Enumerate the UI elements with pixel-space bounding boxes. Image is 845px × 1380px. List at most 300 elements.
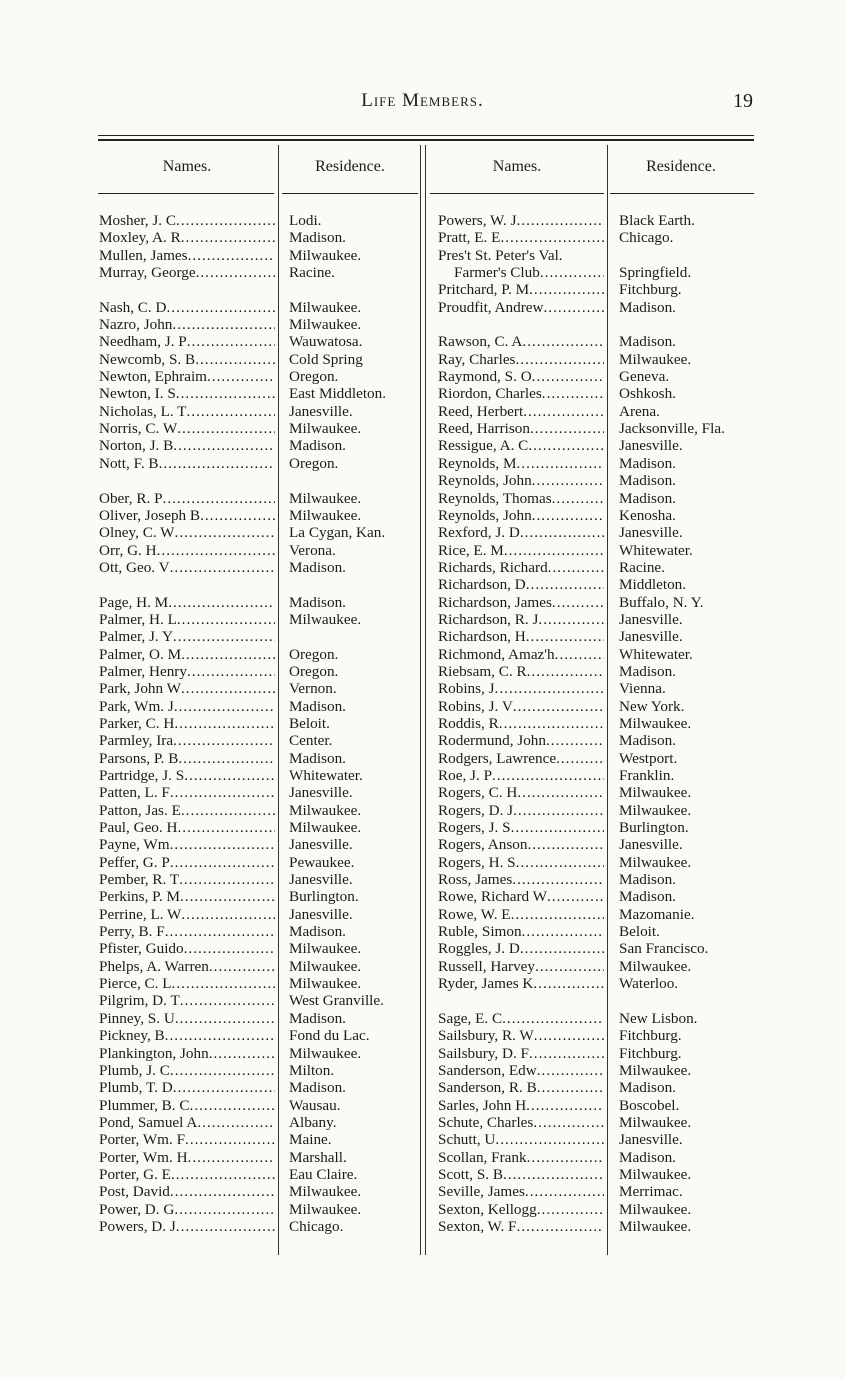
member-residence [619,247,769,264]
member-residence: Racine. [289,264,335,282]
member-residence: Franklin. [619,767,675,784]
leader-dots [513,802,604,819]
member-name-text: Rexford, J. D [438,524,520,542]
member-residence: Milwaukee. [619,1200,692,1218]
member-residence: Madison. [619,298,676,316]
member-residence: Wauwatosa. [289,333,363,351]
member-residence: Madison. [289,558,346,576]
leader-dots [197,1114,275,1131]
member-name-text: Raymond, S. O [438,368,532,386]
member-name-text: Perrine, L. W [99,905,182,923]
leader-dots [546,732,604,749]
leader-dots [533,1114,604,1131]
column-rule [98,193,274,194]
member-name-text: Sarles, John H [438,1096,527,1114]
member-residence: East Middleton. [289,385,387,403]
leader-dots [174,715,275,732]
leader-dots [170,836,275,853]
member-name [99,507,275,524]
column-header-residence-right: Residence. [646,158,716,175]
leader-dots [99,472,275,489]
page-number: 19 [733,90,753,112]
member-name [438,455,604,472]
member-residence: Milwaukee. [619,1113,692,1131]
member-name [99,316,275,333]
member-name [99,802,275,819]
member-name-text: Schute, Charles [438,1113,534,1131]
member-name-text: Sanderson, Edw [438,1061,537,1079]
leader-dots [180,888,275,905]
leader-dots [187,663,275,680]
member-residence: Albany. [289,1113,337,1131]
leader-dots [503,1166,604,1183]
member-name-text: Partridge, J. S [99,767,185,784]
member-residence: Madison. [289,697,346,715]
member-residence: Milwaukee. [289,819,362,837]
header-rule-thick [98,139,754,141]
member-name [99,559,275,576]
member-name-text: Richardson, D [438,576,526,594]
member-name [99,299,275,316]
member-name [99,767,275,784]
member-name [438,992,604,1009]
member-residence: Madison. [289,229,346,247]
leader-dots [526,1097,604,1114]
member-residence: Madison. [289,749,346,767]
leader-dots [165,1027,275,1044]
leader-dots [170,784,275,801]
member-residence: Westport. [619,749,678,767]
member-name [438,1045,604,1062]
member-name-text: Newcomb, S. B [99,350,196,368]
leader-dots [529,281,604,298]
member-residence: La Cygan, Kan. [289,524,386,542]
member-name [99,524,275,541]
member-residence: Whitewater. [619,645,693,663]
member-name-text: Ott, Geo. V [99,558,170,576]
member-name [438,1114,604,1131]
member-name [438,1201,604,1218]
leader-dots [170,854,275,871]
member-residence: Janesville. [289,784,353,802]
member-name-text: Richardson, R. J [438,610,539,628]
leader-dots [170,1062,275,1079]
member-residence: Wausau. [289,1096,341,1114]
member-residence: Madison. [619,1148,676,1166]
member-name-text: Nazro, John [99,316,173,334]
leader-dots [99,576,275,593]
leader-dots [188,1149,275,1166]
member-name [99,1183,275,1200]
member-residence: Milwaukee. [289,801,362,819]
member-name [438,559,604,576]
member-name [99,975,275,992]
member-name [438,871,604,888]
leader-dots [176,385,275,402]
member-name [438,1097,604,1114]
member-name [438,264,604,281]
member-residence: Chicago. [289,1217,344,1235]
member-name-text: Richmond, Amaz'h [438,645,555,663]
member-name [99,1149,275,1166]
member-residence: Middleton. [619,576,687,594]
member-residence: Fitchburg. [619,1044,682,1062]
member-name-text: Rogers, H. S [438,853,516,871]
member-name [99,385,275,402]
member-name [99,871,275,888]
member-name-text: Plumb, J. C [99,1061,170,1079]
member-name [438,576,604,593]
member-name [438,1183,604,1200]
member-residence: Madison. [619,888,676,906]
member-name [438,854,604,871]
member-residence: Madison. [619,1079,676,1097]
member-name-text: Payne, Wm [99,836,170,854]
member-name-text: Park, Wm. J [99,697,174,715]
member-name [438,229,604,246]
member-name [438,247,604,264]
member-residence: Vernon. [289,680,337,698]
leader-dots [511,906,604,923]
member-residence: Beloit. [619,923,660,941]
member-residence: Cold Spring [289,350,363,368]
member-residence: Marshall. [289,1148,347,1166]
left-residence-column [289,212,420,1235]
member-residence: Madison. [619,732,676,750]
member-residence: Geneva. [619,368,670,386]
leader-dots [555,646,604,663]
member-name [99,923,275,940]
member-residence: Black Earth. [619,212,695,229]
member-name-text: Orr, G. H [99,541,157,559]
member-name-text: Plumb, T. D [99,1079,173,1097]
leader-dots [190,1097,275,1114]
member-name-text: Patton, Jas. E [99,801,181,819]
member-residence: Milwaukee. [289,420,362,438]
member-name [99,264,275,281]
member-name-text: Farmer's Club [454,264,540,282]
leader-dots [171,1166,275,1183]
member-name-text: Sailsbury, D. F [438,1044,529,1062]
leader-dots [178,750,275,767]
leader-dots [540,264,604,281]
member-residence: Arena. [619,402,660,420]
leader-dots [177,420,275,437]
leader-dots [175,1010,275,1027]
member-residence: Milwaukee. [289,506,362,524]
leader-dots [517,784,604,801]
leader-dots [537,1062,604,1079]
member-name [99,628,275,645]
member-name-text: Reynolds, Thomas [438,489,552,507]
member-name [99,958,275,975]
leader-dots [511,819,604,836]
member-name [438,403,604,420]
member-name-text: Nicholas, L. T [99,402,187,420]
member-residence: Chicago. [619,229,674,247]
member-residence: Oregon. [289,454,339,472]
leader-dots [543,299,604,316]
member-name [99,940,275,957]
leader-dots [174,698,275,715]
leader-dots [176,1218,275,1235]
leader-dots [187,333,275,350]
member-name-text: Pilgrim, D. T [99,992,180,1010]
leader-dots [556,750,604,767]
member-name-text: Roe, J. P [438,767,493,784]
member-name-text: Phelps, A. Warren [99,957,209,975]
leader-dots [528,437,604,454]
member-name [99,333,275,350]
member-name-text: Patten, L. F [99,784,170,802]
member-name [99,888,275,905]
leader-dots [495,1131,604,1148]
leader-dots [181,906,275,923]
member-name-text: Murray, George [99,264,196,282]
leader-dots [181,802,275,819]
member-residence: Madison. [619,871,676,889]
leader-dots [527,1149,604,1166]
leader-dots [523,403,604,420]
member-residence: Oregon. [289,368,339,386]
member-name-text: Norris, C. W [99,420,178,438]
leader-dots [209,1045,275,1062]
leader-dots [184,940,275,957]
column-rule [282,193,418,194]
member-name [99,663,275,680]
member-name [438,732,604,749]
member-name [438,646,604,663]
leader-dots [522,333,604,350]
member-residence: Janesville. [289,836,353,854]
member-residence: Madison. [619,489,676,507]
member-name [99,854,275,871]
member-name-text: Sage, E. C [438,1009,503,1027]
member-residence: Janesville. [619,524,683,542]
leader-dots [504,542,604,559]
member-name [438,906,604,923]
column-header-names-left: Names. [162,158,212,175]
member-name [438,680,604,697]
member-name [438,1131,604,1148]
leader-dots [520,940,604,957]
member-name [438,1027,604,1044]
member-residence: Janesville. [619,628,683,646]
running-title: Life Members. [361,90,484,111]
member-name [99,1027,275,1044]
leader-dots [538,611,604,628]
member-name [99,715,275,732]
member-name [99,212,275,229]
leader-dots [159,455,275,472]
leader-dots [177,819,275,836]
member-residence [619,992,769,1009]
member-name [99,732,275,749]
member-name-text: Newton, Ephraim [99,368,207,386]
member-residence: Whitewater. [619,541,693,559]
member-residence: Milwaukee. [619,784,692,802]
member-name [438,490,604,507]
member-name-text: Pierce, C. L [99,975,172,993]
member-residence [289,576,420,593]
leader-dots [196,264,275,281]
member-residence: Janesville. [619,437,683,455]
leader-dots [186,403,275,420]
member-name-text: Reynolds, John [438,472,532,490]
column-divider [607,145,608,1255]
member-residence: Madison. [289,1079,346,1097]
member-residence: Merrimac. [619,1183,683,1201]
leader-dots [516,455,604,472]
member-name [438,299,604,316]
leader-dots [526,628,604,645]
leader-dots [438,316,604,333]
leader-dots [532,368,604,385]
member-residence: Pewaukee. [289,853,355,871]
member-name [438,1010,604,1027]
member-name [99,1114,275,1131]
member-name-text: Roggles, J. D [438,940,520,958]
member-name [99,490,275,507]
member-residence: Janesville. [619,836,683,854]
leader-dots [547,888,604,905]
member-residence: Milwaukee. [289,298,362,316]
member-name-text: Pfister, Guido [99,940,184,958]
leader-dots [174,1201,275,1218]
leader-dots [172,316,275,333]
member-name-text: Ray, Charles [438,350,516,368]
member-residence: Fitchburg. [619,281,682,299]
member-name-text: Peffer, G. P [99,853,170,871]
leader-dots [168,594,275,611]
member-name [438,1149,604,1166]
member-name-text: Power, D. G [99,1200,175,1218]
member-name-text: Moxley, A. R [99,229,181,247]
member-name [99,1131,275,1148]
column-divider [278,145,279,1255]
member-name-text: Richards, Richard [438,558,548,576]
member-name-text: Reynolds, M [438,454,517,472]
member-name-text: Robins, J [438,680,495,698]
leader-dots [533,975,604,992]
member-name [99,680,275,697]
member-name [438,958,604,975]
leader-dots [516,212,604,229]
member-name-text: Reynolds, John [438,506,532,524]
member-residence: Janesville. [619,610,683,628]
member-name-text: Rogers, J. S [438,819,511,837]
member-name-text: Seville, James [438,1183,525,1201]
leader-dots [525,1183,604,1200]
member-name [99,420,275,437]
header-rule-thin [98,135,754,136]
member-name-text: Parsons, P. B [99,749,179,767]
member-name-text: Sailsbury, R. W [438,1027,534,1045]
member-name [99,819,275,836]
leader-dots [209,958,275,975]
member-name [438,507,604,524]
member-residence: Oshkosh. [619,385,676,403]
member-name-text: Proudfit, Andrew [438,298,544,316]
member-name [438,663,604,680]
leader-dots [195,351,275,368]
leader-dots [542,385,604,402]
member-name [99,698,275,715]
member-name [99,1201,275,1218]
leader-dots [532,472,604,489]
member-name [438,333,604,350]
member-residence: Milwaukee. [289,489,362,507]
member-residence: Eau Claire. [289,1165,358,1183]
member-name [99,437,275,454]
member-name [438,1218,604,1235]
leader-dots [207,368,275,385]
leader-dots [512,871,604,888]
member-name-text: Rogers, C. H [438,784,518,802]
member-name-text: Rice, E. M [438,541,504,559]
member-name-text: Ober, R. P [99,489,163,507]
member-name [99,906,275,923]
leader-dots [181,680,275,697]
member-name [99,455,275,472]
leader-dots [515,351,604,368]
member-name-text: Paul, Geo. H [99,819,178,837]
member-name-text: Page, H. M [99,593,169,611]
member-residence: Kenosha. [619,506,676,524]
member-name-text: Pinney, S. U [99,1009,175,1027]
leader-dots [170,559,275,576]
member-residence: Madison. [619,662,676,680]
member-name-text: Park, John W [99,680,181,698]
member-name [99,836,275,853]
member-name-text: Sexton, W. F [438,1217,517,1235]
member-residence: Milwaukee. [619,1061,692,1079]
leader-dots [537,1079,604,1096]
leader-dots [492,767,604,784]
member-name [99,542,275,559]
leader-dots [180,992,275,1009]
member-name-text: Palmer, Henry [99,662,187,680]
member-residence: Milwaukee. [619,957,692,975]
member-name-text: Pember, R. T [99,871,180,889]
member-residence: Oregon. [289,662,339,680]
leader-dots [516,854,604,871]
member-name [99,1079,275,1096]
member-residence: Milwaukee. [289,1044,362,1062]
member-residence: Burlington. [289,888,359,906]
member-residence: Janesville. [289,871,353,889]
leader-dots [522,923,604,940]
member-name [438,628,604,645]
leader-dots [552,594,604,611]
member-residence: Springfield. [619,264,692,282]
member-name-text: Rowe, W. E [438,905,511,923]
member-residence: Fond du Lac. [289,1027,370,1045]
leader-dots [438,992,604,1009]
leader-dots [181,646,275,663]
leader-dots [167,299,276,316]
member-name [99,992,275,1009]
member-name-text: Parmley, Ira [99,732,174,750]
leader-dots [170,1183,275,1200]
member-name-text: Scollan, Frank [438,1148,527,1166]
member-residence: Milwaukee. [619,1217,692,1235]
member-name [438,836,604,853]
member-name-text: Sanderson, R. B [438,1079,537,1097]
leader-dots [173,628,275,645]
member-residence: Madison. [289,923,346,941]
member-residence: Janesville. [289,402,353,420]
